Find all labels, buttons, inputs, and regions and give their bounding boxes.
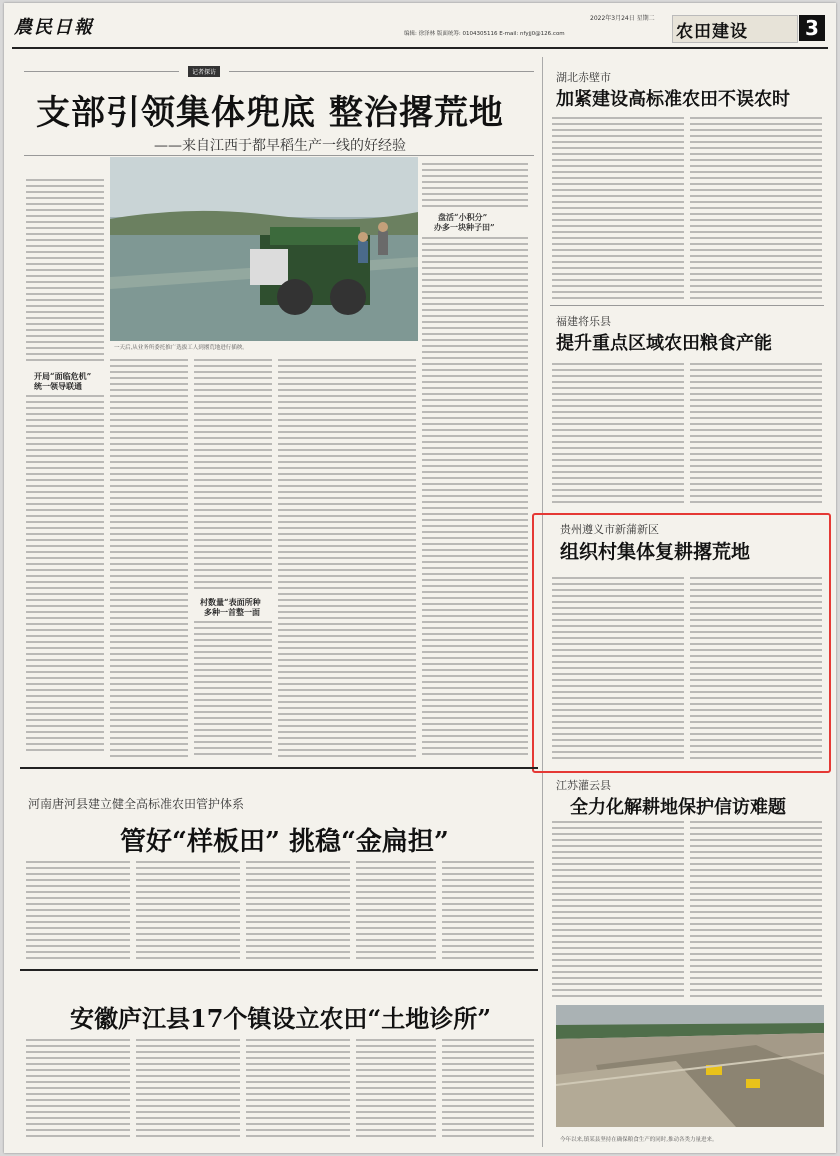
article-tag: 记者探访 xyxy=(188,66,220,77)
anhui-text-3 xyxy=(246,1039,350,1141)
newspaper-page xyxy=(4,3,836,1153)
right1-text-a xyxy=(552,117,684,299)
contact-line: 编辑: 徐泽林 版面统筹: 0104305116 E-mail: nfyjj0@126.com xyxy=(404,31,565,37)
main-headline: 支部引领集体兜底 整治撂荒地 xyxy=(36,93,504,133)
anhui-text-2 xyxy=(136,1039,240,1141)
right3-headline: 组织村集体复耕撂荒地 xyxy=(560,541,751,563)
henan-text-3 xyxy=(246,861,350,961)
right4-text-a xyxy=(552,821,684,1001)
main-col35-text xyxy=(278,359,416,757)
right1-text-b xyxy=(690,117,822,299)
bottom-right-photo xyxy=(556,1005,824,1127)
main-col4-text-a xyxy=(422,163,528,207)
subhead-4: 多种一首整一面 xyxy=(204,607,260,617)
henan-text-4 xyxy=(356,861,436,961)
right2-text-a xyxy=(552,363,684,505)
tag-rule-left xyxy=(24,71,179,72)
right1-kicker: 湖北赤壁市 xyxy=(556,71,611,84)
tag-rule-right xyxy=(229,71,534,72)
henan-text-2 xyxy=(136,861,240,961)
anhui-text-4 xyxy=(356,1039,436,1141)
right3-kicker: 贵州遵义市新蒲新区 xyxy=(560,523,659,536)
anhui-headline: 安徽庐江县17个镇设立农田“土地诊所” xyxy=(70,1004,492,1033)
sidebar-head-1: 盘活“小积分” xyxy=(438,212,488,222)
anhui-top-rule xyxy=(20,969,538,971)
henan-top-rule xyxy=(20,767,538,769)
right2-headline: 提升重点区域农田粮食产能 xyxy=(556,333,772,354)
section-name: 农田建设 xyxy=(676,22,748,42)
subhead-2: 统一领导联通 xyxy=(34,381,82,391)
main-col3-text-a xyxy=(194,359,272,591)
main-col1-text-b xyxy=(26,395,104,755)
main-photo-caption: 一天后,从业务所委托推广选拔工人到撂荒地进行插秧。 xyxy=(114,345,248,351)
right3-text-a xyxy=(552,577,684,763)
right1-rule xyxy=(550,305,824,306)
issue-date: 2022年3月24日 星期二 xyxy=(590,15,655,22)
masthead-rule xyxy=(12,47,828,49)
bottom-right-caption: 今年以来,镇某县坚持在确保粮食生产的同时,推动各类力量进来。 xyxy=(560,1137,718,1143)
henan-kicker: 河南唐河县建立健全高标准农田管护体系 xyxy=(28,797,245,811)
right2-text-b xyxy=(690,363,822,505)
anhui-text-5 xyxy=(442,1039,534,1141)
right4-kicker: 江苏灌云县 xyxy=(556,779,611,792)
subhead-1: 开局“面临危机” xyxy=(34,371,92,381)
henan-text-1 xyxy=(26,861,130,961)
right1-headline: 加紧建设高标准农田不误农时 xyxy=(556,89,790,110)
right2-kicker: 福建将乐县 xyxy=(556,315,611,328)
main-photo xyxy=(110,157,418,341)
subhead-3: 村数量“表面所种 xyxy=(200,597,261,607)
right4-text-b xyxy=(690,821,822,1001)
main-col4-text-b xyxy=(422,237,528,757)
right3-text-b xyxy=(690,577,822,763)
henan-headline: 管好“样板田” 挑稳“金扁担” xyxy=(120,827,449,857)
subtitle-rule xyxy=(24,155,534,156)
main-col1-text-a xyxy=(26,179,104,365)
page-number: 3 xyxy=(799,15,825,41)
main-col2-text xyxy=(110,359,188,757)
newspaper-logo: 農民日報 xyxy=(14,17,94,38)
henan-text-5 xyxy=(442,861,534,961)
anhui-text-1 xyxy=(26,1039,130,1141)
main-col3-text-b xyxy=(194,621,272,757)
right4-headline: 全力化解耕地保护信访难题 xyxy=(570,797,786,818)
main-subtitle: ——来自江西于都早稻生产一线的好经验 xyxy=(154,138,406,154)
sidebar-head-2: 办多一块种子田” xyxy=(434,222,495,232)
